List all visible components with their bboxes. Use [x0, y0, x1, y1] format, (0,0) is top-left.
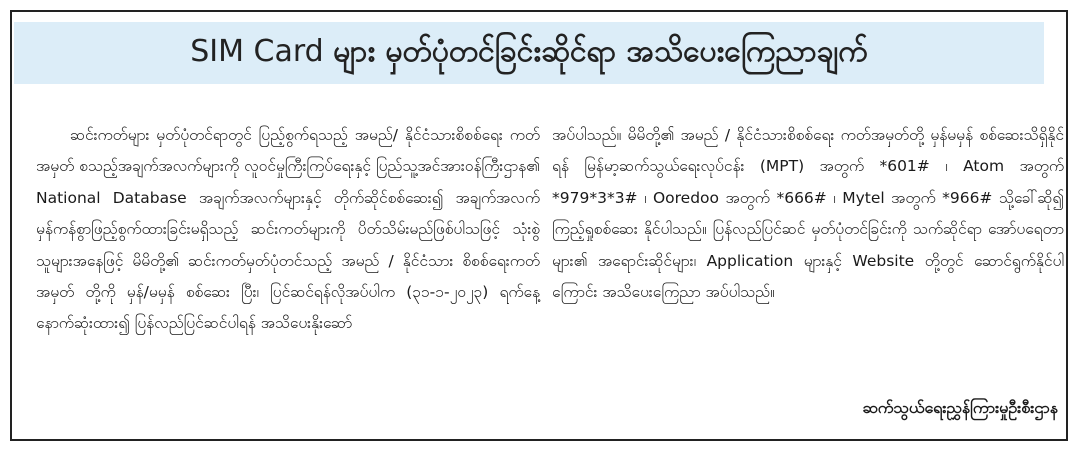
body-column-left	[36, 120, 540, 340]
body-column-right	[552, 120, 1064, 308]
title-bar	[14, 22, 1044, 84]
title-burmese: များ မှတ်ပုံတင်ခြင်းဆိုင်ရာ အသိပေးကြေညာချက်	[333, 33, 868, 69]
title-latin: SIM Card	[190, 33, 324, 69]
body-paragraph-left: ဆင်းကတ်များ မှတ်ပုံတင်ရာတွင် ပြည့်စွက်ရသည့် အမည်/ နိုင်ငံသားစိစစ်ရေး ကတ်အမှတ် စသည့်အချက်အလက်များကို လူဝင်မှုကြီးကြပ်ရေးနှင့် ပြည်သူ့အင်အားဝန်ကြီးဌာန၏ National Database အချက်အလက်များနှင့် တိုက်ဆိုင်စစ်ဆေး၍ အချက်အလက် မှန်ကန်စွာဖြည့်စွက်ထားခြင်းမရှိသည့် ဆင်းကတ်များကို ပိတ်သိမ်းမည်ဖြစ်ပါသဖြင့် သုံးစွဲသူများအနေဖြင့် မိမိတို့၏ ဆင်းကတ်မှတ်ပုံတင်သည့် အမည် / နိုင်ငံသား စိစစ်ရေးကတ်အမှတ် တို့ကို မှန်/မမှန် စစ်ဆေး ပြီး၊ ပြင်ဆင်ရန်လိုအပ်ပါက (၃၁-၁-၂၀၂၃) ရက်နေ့ နောက်ဆုံးထား၍ ပြန်လည်ပြင်ဆင်ပါရန် အသိပေးနိုးဆော်	[36, 126, 540, 333]
body-paragraph-right: အပ်ပါသည်။ မိမိတို့၏ အမည် / နိုင်ငံသားစိစစ်ရေး ကတ်အမှတ်တို့ မှန်မမှန် စစ်ဆေးသိရှိနိုင်ရန် မြန်မာ့ဆက်သွယ်ရေးလုပ်ငန်း (MPT) အတွက် *601# ၊ Atom အတွက် *979*3*3# ၊ Ooredoo အတွက် *666# ၊ Mytel အတွက် *966# သို့ခေါ်ဆို၍ ကြည့်ရှုစစ်ဆေး နိုင်ပါသည်။ ပြန်လည်ပြင်ဆင် မှတ်ပုံတင်ခြင်းကို သက်ဆိုင်ရာ အော်ပရေတာများ၏ အရောင်းဆိုင်များ၊ Application များနှင့် Website တို့တွင် ဆောင်ရွက်နိုင်ပါကြောင်း အသိပေးကြေညာ အပ်ပါသည်။	[552, 126, 1064, 302]
issuer-signature: ဆက်သွယ်ရေးညွှန်ကြားမှုဦးစီးဌာန	[862, 398, 1058, 417]
notice-title	[190, 31, 868, 76]
